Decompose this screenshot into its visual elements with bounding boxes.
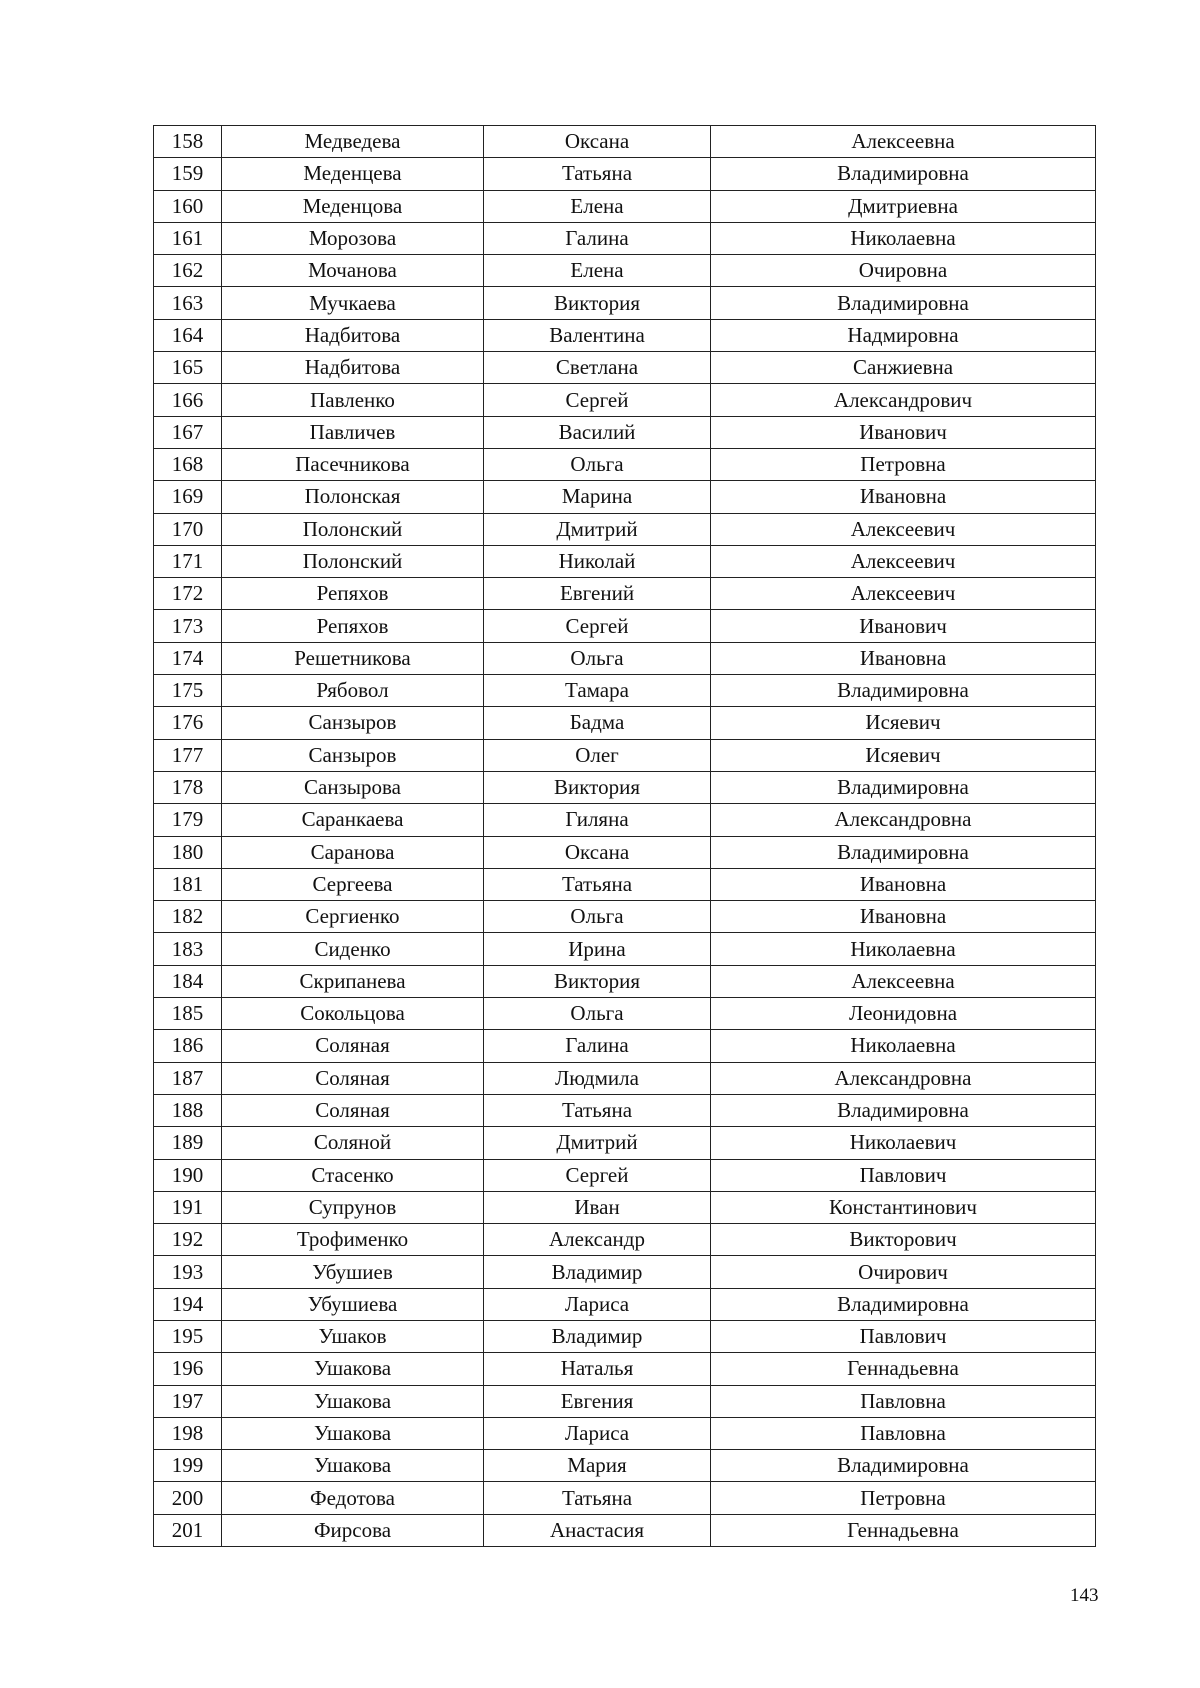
first-name-cell: Галина [484,1030,711,1062]
patronymic-cell: Исяевич [711,739,1096,771]
surname-cell: Рябовол [222,675,484,707]
patronymic-cell: Владимировна [711,1094,1096,1126]
patronymic-cell: Николаевна [711,222,1096,254]
surname-cell: Полонский [222,545,484,577]
first-name-cell: Виктория [484,965,711,997]
patronymic-cell: Павловна [711,1385,1096,1417]
patronymic-cell: Владимировна [711,1450,1096,1482]
first-name-cell: Сергей [484,1159,711,1191]
surname-cell: Меденцова [222,190,484,222]
table-row [154,836,1096,868]
first-name-cell: Оксана [484,836,711,868]
patronymic-cell: Павлович [711,1159,1096,1191]
row-number-cell: 158 [154,126,222,158]
table-row [154,1417,1096,1449]
surname-cell: Убушиев [222,1256,484,1288]
surname-cell: Санзыров [222,707,484,739]
first-name-cell: Василий [484,416,711,448]
table-row [154,126,1096,158]
patronymic-cell: Алексеевич [711,545,1096,577]
table-row [154,1482,1096,1514]
row-number-cell: 196 [154,1353,222,1385]
row-number-cell: 194 [154,1288,222,1320]
surname-cell: Ушакова [222,1450,484,1482]
row-number-cell: 175 [154,675,222,707]
patronymic-cell: Николаевна [711,933,1096,965]
patronymic-cell: Владимировна [711,836,1096,868]
patronymic-cell: Иванович [711,416,1096,448]
patronymic-cell: Ивановна [711,868,1096,900]
patronymic-cell: Павловна [711,1417,1096,1449]
row-number-cell: 181 [154,868,222,900]
table-row [154,1385,1096,1417]
first-name-cell: Наталья [484,1353,711,1385]
row-number-cell: 161 [154,222,222,254]
row-number-cell: 179 [154,804,222,836]
patronymic-cell: Александровна [711,1062,1096,1094]
patronymic-cell: Дмитриевна [711,190,1096,222]
row-number-cell: 168 [154,448,222,480]
table-row [154,868,1096,900]
name-list-table [153,125,1095,1547]
patronymic-cell: Викторович [711,1224,1096,1256]
surname-cell: Федотова [222,1482,484,1514]
first-name-cell: Евгений [484,578,711,610]
first-name-cell: Виктория [484,771,711,803]
patronymic-cell: Александровна [711,804,1096,836]
table-body [154,126,1096,1547]
table-row [154,545,1096,577]
first-name-cell: Олег [484,739,711,771]
table-row [154,1224,1096,1256]
surname-cell: Полонский [222,513,484,545]
surname-cell: Скрипанева [222,965,484,997]
surname-cell: Стасенко [222,1159,484,1191]
row-number-cell: 177 [154,739,222,771]
table-row [154,190,1096,222]
first-name-cell: Ольга [484,998,711,1030]
patronymic-cell: Исяевич [711,707,1096,739]
patronymic-cell: Ивановна [711,642,1096,674]
first-name-cell: Виктория [484,287,711,319]
first-name-cell: Лариса [484,1417,711,1449]
table-row [154,1094,1096,1126]
row-number-cell: 197 [154,1385,222,1417]
first-name-cell: Оксана [484,126,711,158]
surname-cell: Соляная [222,1062,484,1094]
patronymic-cell: Николаевна [711,1030,1096,1062]
first-name-cell: Дмитрий [484,513,711,545]
surname-cell: Ушакова [222,1353,484,1385]
surname-cell: Соляная [222,1030,484,1062]
first-name-cell: Владимир [484,1320,711,1352]
patronymic-cell: Павлович [711,1320,1096,1352]
row-number-cell: 164 [154,319,222,351]
table-row [154,481,1096,513]
patronymic-cell: Николаевич [711,1127,1096,1159]
row-number-cell: 191 [154,1191,222,1223]
row-number-cell: 199 [154,1450,222,1482]
table-row [154,1191,1096,1223]
table-row [154,319,1096,351]
row-number-cell: 173 [154,610,222,642]
row-number-cell: 163 [154,287,222,319]
first-name-cell: Марина [484,481,711,513]
table-row [154,1288,1096,1320]
patronymic-cell: Владимировна [711,675,1096,707]
first-name-cell: Лариса [484,1288,711,1320]
first-name-cell: Ольга [484,448,711,480]
patronymic-cell: Геннадьевна [711,1353,1096,1385]
first-name-cell: Татьяна [484,158,711,190]
table-row [154,707,1096,739]
patronymic-cell: Иванович [711,610,1096,642]
row-number-cell: 183 [154,933,222,965]
patronymic-cell: Надмировна [711,319,1096,351]
patronymic-cell: Ивановна [711,901,1096,933]
row-number-cell: 167 [154,416,222,448]
row-number-cell: 176 [154,707,222,739]
patronymic-cell: Ивановна [711,481,1096,513]
row-number-cell: 166 [154,384,222,416]
surname-cell: Полонская [222,481,484,513]
surname-cell: Супрунов [222,1191,484,1223]
table-row [154,578,1096,610]
table-row [154,158,1096,190]
surname-cell: Ушакова [222,1385,484,1417]
patronymic-cell: Алексеевна [711,126,1096,158]
surname-cell: Сергеева [222,868,484,900]
surname-cell: Надбитова [222,352,484,384]
first-name-cell: Валентина [484,319,711,351]
row-number-cell: 185 [154,998,222,1030]
patronymic-cell: Геннадьевна [711,1514,1096,1546]
row-number-cell: 180 [154,836,222,868]
first-name-cell: Иван [484,1191,711,1223]
row-number-cell: 159 [154,158,222,190]
surname-cell: Меденцева [222,158,484,190]
surname-cell: Медведева [222,126,484,158]
row-number-cell: 192 [154,1224,222,1256]
first-name-cell: Николай [484,545,711,577]
table-row [154,771,1096,803]
row-number-cell: 193 [154,1256,222,1288]
patronymic-cell: Леонидовна [711,998,1096,1030]
first-name-cell: Сергей [484,610,711,642]
row-number-cell: 178 [154,771,222,803]
surname-cell: Саранова [222,836,484,868]
first-name-cell: Елена [484,190,711,222]
table-row [154,513,1096,545]
table-row [154,1450,1096,1482]
first-name-cell: Татьяна [484,1482,711,1514]
patronymic-cell: Алексеевич [711,578,1096,610]
row-number-cell: 162 [154,255,222,287]
surname-cell: Убушиева [222,1288,484,1320]
table-row [154,1514,1096,1546]
first-name-cell: Дмитрий [484,1127,711,1159]
table-row [154,416,1096,448]
row-number-cell: 172 [154,578,222,610]
table-row [154,352,1096,384]
first-name-cell: Сергей [484,384,711,416]
table-row [154,933,1096,965]
surname-cell: Трофименко [222,1224,484,1256]
table-row [154,448,1096,480]
table-row [154,1127,1096,1159]
row-number-cell: 190 [154,1159,222,1191]
first-name-cell: Тамара [484,675,711,707]
patronymic-cell: Петровна [711,1482,1096,1514]
first-name-cell: Александр [484,1224,711,1256]
surname-cell: Мочанова [222,255,484,287]
surname-cell: Павличев [222,416,484,448]
first-name-cell: Ольга [484,901,711,933]
surname-cell: Павленко [222,384,484,416]
first-name-cell: Людмила [484,1062,711,1094]
surname-cell: Соляной [222,1127,484,1159]
row-number-cell: 170 [154,513,222,545]
table-row [154,1353,1096,1385]
row-number-cell: 195 [154,1320,222,1352]
name-table [153,125,1096,1547]
table-row [154,804,1096,836]
row-number-cell: 171 [154,545,222,577]
first-name-cell: Евгения [484,1385,711,1417]
surname-cell: Надбитова [222,319,484,351]
first-name-cell: Елена [484,255,711,287]
surname-cell: Фирсова [222,1514,484,1546]
row-number-cell: 198 [154,1417,222,1449]
first-name-cell: Бадма [484,707,711,739]
patronymic-cell: Очирович [711,1256,1096,1288]
page-number: 143 [1070,1585,1099,1606]
surname-cell: Ушакова [222,1417,484,1449]
surname-cell: Морозова [222,222,484,254]
patronymic-cell: Владимировна [711,158,1096,190]
patronymic-cell: Алексеевна [711,965,1096,997]
surname-cell: Саранкаева [222,804,484,836]
row-number-cell: 200 [154,1482,222,1514]
row-number-cell: 174 [154,642,222,674]
table-row [154,1030,1096,1062]
table-row [154,1320,1096,1352]
table-row [154,610,1096,642]
table-row [154,998,1096,1030]
surname-cell: Сиденко [222,933,484,965]
first-name-cell: Мария [484,1450,711,1482]
patronymic-cell: Петровна [711,448,1096,480]
surname-cell: Пасечникова [222,448,484,480]
table-row [154,384,1096,416]
table-row [154,1062,1096,1094]
table-row [154,1159,1096,1191]
table-row [154,901,1096,933]
first-name-cell: Ирина [484,933,711,965]
table-row [154,675,1096,707]
patronymic-cell: Алексеевич [711,513,1096,545]
surname-cell: Санзыров [222,739,484,771]
table-row [154,287,1096,319]
table-row [154,642,1096,674]
table-row [154,1256,1096,1288]
surname-cell: Репяхов [222,578,484,610]
patronymic-cell: Константинович [711,1191,1096,1223]
table-row [154,965,1096,997]
surname-cell: Санзырова [222,771,484,803]
table-row [154,222,1096,254]
row-number-cell: 160 [154,190,222,222]
surname-cell: Соляная [222,1094,484,1126]
patronymic-cell: Александрович [711,384,1096,416]
table-row [154,255,1096,287]
row-number-cell: 186 [154,1030,222,1062]
patronymic-cell: Санжиевна [711,352,1096,384]
surname-cell: Мучкаева [222,287,484,319]
first-name-cell: Гиляна [484,804,711,836]
table-row [154,739,1096,771]
surname-cell: Решетникова [222,642,484,674]
row-number-cell: 182 [154,901,222,933]
first-name-cell: Галина [484,222,711,254]
row-number-cell: 184 [154,965,222,997]
row-number-cell: 187 [154,1062,222,1094]
row-number-cell: 188 [154,1094,222,1126]
patronymic-cell: Владимировна [711,287,1096,319]
first-name-cell: Владимир [484,1256,711,1288]
first-name-cell: Светлана [484,352,711,384]
first-name-cell: Татьяна [484,868,711,900]
patronymic-cell: Владимировна [711,771,1096,803]
surname-cell: Сокольцова [222,998,484,1030]
patronymic-cell: Очировна [711,255,1096,287]
first-name-cell: Анастасия [484,1514,711,1546]
row-number-cell: 169 [154,481,222,513]
first-name-cell: Татьяна [484,1094,711,1126]
surname-cell: Сергиенко [222,901,484,933]
row-number-cell: 189 [154,1127,222,1159]
surname-cell: Ушаков [222,1320,484,1352]
surname-cell: Репяхов [222,610,484,642]
patronymic-cell: Владимировна [711,1288,1096,1320]
row-number-cell: 201 [154,1514,222,1546]
row-number-cell: 165 [154,352,222,384]
first-name-cell: Ольга [484,642,711,674]
